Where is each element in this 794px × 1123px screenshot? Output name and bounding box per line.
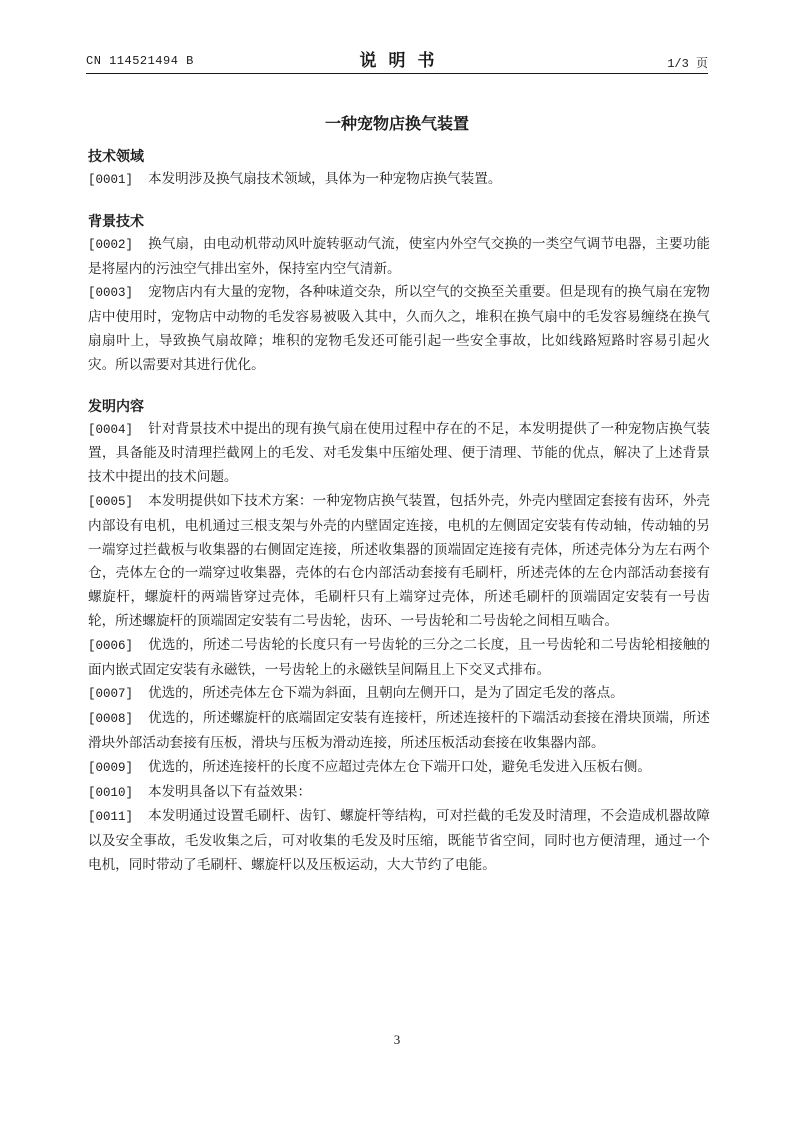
paragraph-number: [0001] bbox=[88, 173, 134, 187]
paragraph-text: 优选的，所述二号齿轮的长度只有一号齿轮的三分之二长度，且一号齿轮和二号齿轮相接触的面内嵌式固定安装有永磁铁，一号齿轮上的永磁铁呈间隔且上下交叉式排布。 bbox=[88, 636, 710, 678]
paragraph bbox=[88, 634, 710, 683]
paragraph-text: 优选的，所述螺旋杆的底端固定安装有连接杆，所述连接杆的下端活动套接在滑块顶端，所述滑块外部活动套接有压板，滑块与压板为滑动连接，所述压板活动套接在收集器内部。 bbox=[88, 710, 710, 751]
paragraph bbox=[88, 418, 710, 490]
paragraph bbox=[88, 281, 710, 377]
page-header bbox=[86, 44, 708, 70]
paragraph-text: 本发明涉及换气扇技术领域，具体为一种宠物店换气装置。 bbox=[148, 171, 502, 187]
paragraph-number: [0011] bbox=[88, 810, 134, 825]
header-rule bbox=[86, 73, 708, 74]
section bbox=[88, 211, 710, 378]
paragraph bbox=[88, 805, 710, 877]
paragraph bbox=[88, 168, 710, 193]
document-type: 说明书 bbox=[359, 51, 447, 71]
paragraph-text: 优选的，所述壳体左仓下端为斜面，且朝向左侧开口，是为了固定毛发的落点。 bbox=[148, 685, 624, 702]
paragraph-number: [0002] bbox=[88, 237, 134, 252]
paragraph-number: [0003] bbox=[88, 286, 134, 301]
paragraph-number: [0010] bbox=[88, 785, 134, 800]
paragraph-text: 换气扇，由电动机带动风叶旋转驱动气流，使室内外空气交换的一类空气调节电器，主要功能是将屋内的污浊空气排出室外，保持室内空气清新。 bbox=[88, 235, 710, 277]
paragraph-number: [0004] bbox=[88, 422, 134, 437]
section-heading: 技术领域 bbox=[88, 149, 144, 165]
page-indicator: 1/3 页 bbox=[667, 57, 708, 71]
paragraph bbox=[88, 707, 710, 756]
section bbox=[88, 396, 710, 878]
paragraph-text: 本发明通过设置毛刷杆、齿钉、螺旋杆等结构，可对拦截的毛发及时清理，不会造成机器故障以及安全事故，毛发收集之后，可对收集的毛发及时压缩，既能节省空间，同时也方便清理，通过一个电机，同时带动了毛刷杆、螺旋杆以及压板运动，大大节约了电能。 bbox=[88, 808, 710, 873]
paragraph-text: 本发明提供如下技术方案：一种宠物店换气装置，包括外壳，外壳内壁固定套接有齿环，外壳内部设有电机，电机通过三根支架与外壳的内壁固定连接，电机的左侧固定安装有传动轴，传动轴的另一端穿过拦截板与收集器的右侧固定连接，所述收集器的顶端固定连接有壳体，所述壳体分为左右两个仓，壳体左仓的一端穿过收集器，壳体的右仓内部活动套接有毛刷杆，所述壳体的左仓内部活动套接有螺旋杆，螺旋杆的两端皆穿过壳体，毛刷杆只有上端穿过壳体，所述毛刷杆的顶端固定安装有一号齿轮，所述螺旋杆的顶端固定安装有二号齿轮，齿环、一号齿轮和二号齿轮之间相互啮合。 bbox=[88, 492, 710, 629]
page-number: 3 bbox=[393, 1032, 401, 1047]
paragraph bbox=[88, 682, 710, 707]
paragraph-number: [0008] bbox=[88, 712, 134, 727]
patent-number: CN 114521494 B bbox=[86, 54, 194, 68]
paragraph-number: [0009] bbox=[88, 760, 134, 775]
paragraph bbox=[88, 233, 710, 282]
paragraph bbox=[88, 756, 710, 781]
paragraph-text: 针对背景技术中提出的现有换气扇在使用过程中存在的不足，本发明提供了一种宠物店换气装置，具备能及时清理拦截网上的毛发、对毛发集中压缩处理、便于清理、节能的优点，解决了上述背景技术中提出的技术问题。 bbox=[88, 420, 710, 486]
paragraph bbox=[88, 781, 710, 806]
paragraph bbox=[88, 490, 710, 634]
document-body bbox=[88, 146, 710, 878]
section bbox=[88, 146, 710, 193]
paragraph-text: 优选的，所述连接杆的长度不应超过壳体左仓下端开口处，避免毛发进入压板右侧。 bbox=[148, 758, 651, 775]
paragraph-number: [0006] bbox=[88, 638, 134, 653]
paragraph-text: 宠物店内有大量的宠物，各种味道交杂，所以空气的交换至关重要。但是现有的换气扇在宠物店中使用时，宠物店中动物的毛发容易被吸入其中，久而久之，堆积在换气扇中的毛发容易缠绕在换气扇扇叶上，导致换气扇故障；堆积的宠物毛发还可能引起一些安全事故，比如线路短路时容易引起火灾。所以需要对其进行优化。 bbox=[88, 284, 710, 373]
section-heading: 发明内容 bbox=[88, 398, 144, 415]
paragraph-text: 本发明具备以下有益效果： bbox=[148, 783, 312, 800]
paragraph-number: [0005] bbox=[88, 494, 134, 509]
section-heading: 背景技术 bbox=[88, 213, 144, 230]
paragraph-number: [0007] bbox=[88, 687, 134, 702]
document-title: 一种宠物店换气装置 bbox=[324, 113, 469, 133]
